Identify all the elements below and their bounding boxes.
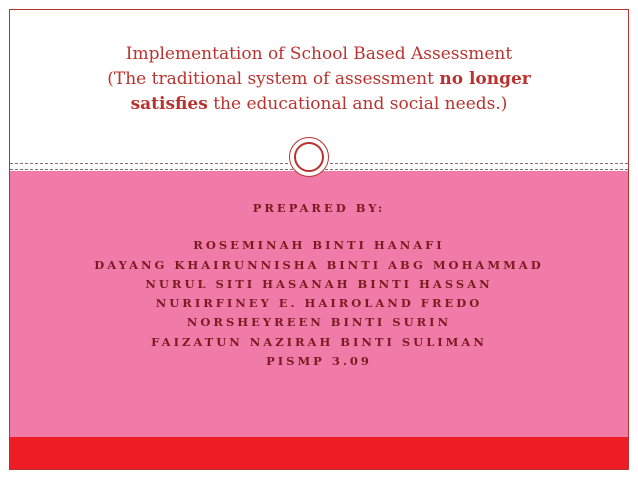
- author-name: NURUL SITI HASANAH BINTI HASSAN: [145, 276, 493, 291]
- title-line-3-plain: the educational and social needs.): [207, 94, 508, 114]
- footer-strip: [10, 437, 628, 470]
- author-name: NORSHEYREEN BINTI SURIN: [186, 315, 452, 330]
- title-line-1: Implementation of School Based Assessment: [125, 44, 513, 64]
- author-name: DAYANG KHAIRUNNISHA BINTI ABG MOHAMMAD: [94, 257, 544, 272]
- author-name: NURIRFINEY E. HAIROLAND FREDO: [155, 296, 483, 311]
- credits-block: [10, 199, 628, 371]
- circle-ornament-icon: [289, 137, 329, 177]
- title-line-2-plain: (The traditional system of assessment: [107, 69, 440, 89]
- prepared-by-heading: PREPARED BY:: [252, 201, 386, 215]
- author-name: ROSEMINAH BINTI HANAFI: [193, 238, 445, 253]
- slide-frame: [9, 9, 629, 470]
- author-name: FAIZATUN NAZIRAH BINTI SULIMAN: [151, 334, 487, 349]
- title-line-3-bold: satisfies: [130, 94, 208, 114]
- circle-ornament-ring: [294, 142, 324, 172]
- class-code: PISMP 3.09: [266, 354, 372, 369]
- slide-title: [10, 42, 628, 117]
- title-line-2-bold: no longer: [439, 69, 531, 89]
